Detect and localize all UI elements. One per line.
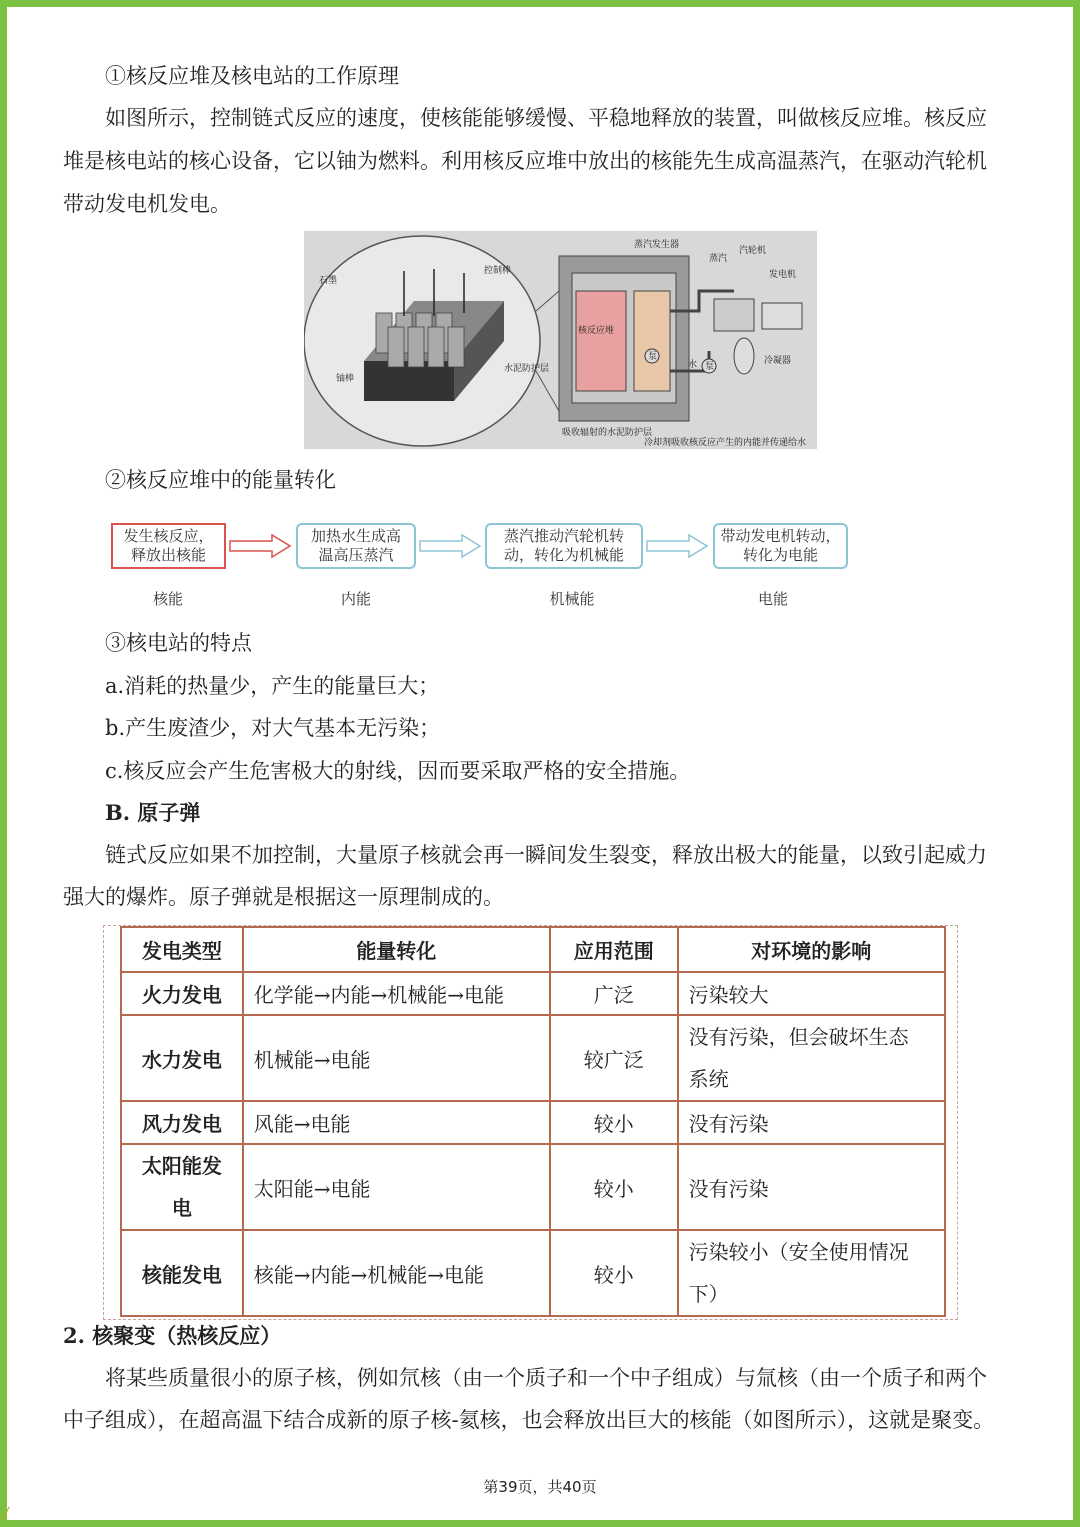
flow-arrow-2 [416,533,486,559]
type-cell: 水力发电 [121,1015,243,1101]
list-item: a.消耗的热量少，产生的能量巨大； [105,674,440,698]
type-cell: 火力发电 [121,972,243,1015]
svg-text:汽轮机: 汽轮机 [739,246,767,256]
table-row [121,1144,945,1230]
conversion-cell: 化学能→内能→机械能→电能 [243,972,550,1015]
scope-cell: 较广泛 [550,1015,678,1101]
paragraph-line: 链式反应如果不加控制，大量原子核就会再一瞬间发生裂变，释放出极大的能量，以致引起威力 [105,843,987,867]
svg-text:泵: 泵 [648,352,658,362]
table-header-row [121,927,945,972]
paragraph-line: 带动发电机发电。 [63,192,231,216]
type-cell: 核能发电 [121,1230,243,1316]
steam-generator [634,291,670,391]
table-row [121,1015,945,1101]
svg-text:泵: 泵 [705,362,715,372]
conversion-cell: 太阳能→电能 [243,1144,550,1230]
scope-cell: 较小 [550,1230,678,1316]
svg-text:冷却剂吸收核反应产生的内能并传递给水: 冷却剂吸收核反应产生的内能并传递给水 [644,438,807,448]
impact-cell: 污染较大 [678,972,945,1015]
nuclear-plant-diagram-svg [304,231,817,449]
flow-box-electric: 带动发电机转动， 转化为电能 [713,523,848,569]
table-row [121,972,945,1015]
condenser [734,338,754,374]
scope-cell: 较小 [550,1144,678,1230]
turbine [714,299,754,331]
svg-text:冷凝器: 冷凝器 [764,356,792,366]
list-item: b.产生废渣少，对大气基本无污染； [105,716,441,740]
table-row [121,1230,945,1316]
svg-text:控制棒: 控制棒 [484,266,512,276]
energy-label-mechanical: 机械能 [549,590,595,608]
paragraph-line: 堆是核电站的核心设备，它以铀为燃料。利用核反应堆中放出的核能先生成高温蒸汽，在驱动汽轮机 [63,149,987,173]
conversion-cell: 风能→电能 [243,1101,550,1144]
corner-mark-icon: ╱ [2,1507,10,1521]
svg-text:核反应堆: 核反应堆 [578,326,615,336]
flow-box-nuclear: 发生核反应， 释放出核能 [111,523,226,569]
paragraph-line: 强大的爆炸。原子弹就是根据这一原理制成的。 [63,885,504,909]
impact-cell: 污染较小（安全使用情况 下） [678,1230,945,1316]
conversion-cell: 机械能→电能 [243,1015,550,1101]
section-heading-plant-features: ③核电站的特点 [105,631,252,655]
svg-text:石墨: 石墨 [319,276,338,286]
svg-text:铀棒: 铀棒 [336,374,355,384]
energy-label-internal: 内能 [340,590,371,608]
page-footer: 第39页，共40页 [483,1478,597,1496]
section-heading-reactor-principle: ①核反应堆及核电站的工作原理 [105,64,399,88]
paragraph-line: 将某些质量很小的原子核，例如氘核（由一个质子和一个中子组成）与氚核（由一个质子和两个 [105,1366,987,1390]
nuclear-plant-diagram [304,231,817,449]
paragraph-line: 如图所示，控制链式反应的速度，使核能能够缓慢、平稳地释放的装置，叫做核反应堆。核反应 [105,106,987,130]
impact-cell: 没有污染 [678,1101,945,1144]
svg-text:水: 水 [688,360,698,370]
flow-box-internal: 加热水生成高 温高压蒸汽 [296,523,416,569]
flow-arrow-3 [643,533,713,559]
energy-label-electric: 电能 [757,590,788,608]
section-heading-energy-conversion: ②核反应堆中的能量转化 [105,468,336,492]
impact-cell: 没有污染 [678,1144,945,1230]
generator [762,303,802,329]
type-cell: 风力发电 [121,1101,243,1144]
table-header: 应用范围 [550,927,678,972]
svg-text:蒸汽: 蒸汽 [709,254,728,264]
energy-label-nuclear: 核能 [152,590,183,608]
table-row [121,1101,945,1144]
flow-box-mechanical: 蒸汽推动汽轮机转 动，转化为机械能 [485,523,643,569]
power-generation-table [120,926,946,1317]
table-header: 对环境的影响 [678,927,945,972]
paragraph-line: 中子组成），在超高温下结合成新的原子核-氦核，也会释放出巨大的核能（如图所示），这就是聚变。 [63,1408,995,1432]
section-heading-atomic-bomb: B. 原子弹 [105,800,201,825]
list-item: c.核反应会产生危害极大的射线，因而要采取严格的安全措施。 [105,759,691,783]
section-heading-fusion: 2. 核聚变（热核反应） [63,1323,282,1348]
conversion-cell: 核能→内能→机械能→电能 [243,1230,550,1316]
svg-text:水泥防护层: 水泥防护层 [504,364,550,374]
scope-cell: 广泛 [550,972,678,1015]
scope-cell: 较小 [550,1101,678,1144]
table-header: 能量转化 [243,927,550,972]
svg-text:吸收辐射的水泥防护层: 吸收辐射的水泥防护层 [562,428,653,438]
type-cell: 太阳能发 电 [121,1144,243,1230]
flow-arrow-1 [226,533,296,559]
reactor-core [576,291,626,391]
table-header: 发电类型 [121,927,243,972]
impact-cell: 没有污染，但会破坏生态 系统 [678,1015,945,1101]
svg-text:蒸汽发生器: 蒸汽发生器 [634,240,680,250]
svg-text:发电机: 发电机 [769,270,797,280]
